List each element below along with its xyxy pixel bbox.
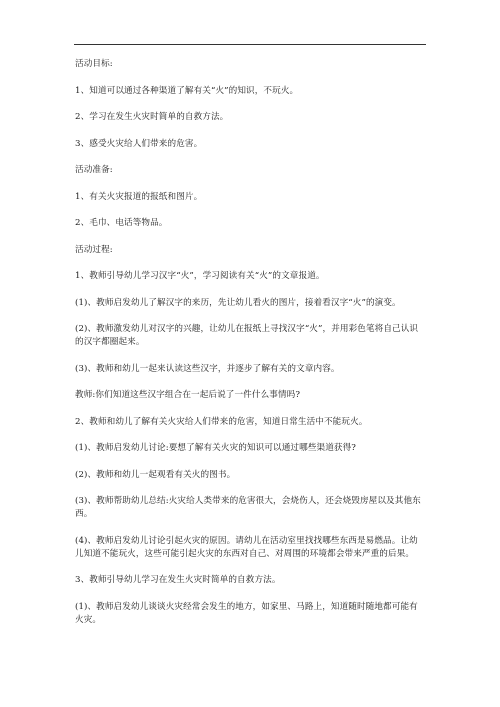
goal-item: 1、知道可以通过各种渠道了解有关“火”的知识，不玩火。 [75, 85, 299, 96]
preparation-item: 1、有关火灾报道的报纸和图片。 [75, 191, 203, 202]
section-heading-preparation: 活动准备: [75, 165, 113, 175]
process-step: 3、教师引导幼儿学习在发生火灾时简单的自救方法。 [75, 575, 281, 585]
process-substep: (1)、教师启发幼儿了解汉字的来历，先让幼儿看火的图片，接着看汉字“火”的演变。 [75, 297, 401, 308]
process-substep: (2)、教师激发幼儿对汉字的兴趣，让幼儿在报纸上寻找汉字“火”，并用彩色笔将自己认识的汉字都圈起来。 [75, 324, 419, 347]
header-rule [74, 44, 426, 45]
process-substep: (1)、教师启发幼儿讨论:要想了解有关火灾的知识可以通过哪些渠道获得? [75, 443, 356, 453]
goal-item: 2、学习在发生火灾时简单的自救方法。 [75, 112, 229, 122]
section-heading-process: 活动过程: [75, 244, 113, 255]
process-substep: (3)、教师帮助幼儿总结:火灾给人类带来的危害很大，会烧伤人，还会烧毁房屋以及其他东西。 [75, 496, 421, 519]
section-heading-goals: 活动目标: [75, 59, 113, 69]
teacher-question: 教师:你们知道这些汉字组合在一起后说了一件什么事情吗? [75, 390, 301, 400]
process-step: 2、教师和幼儿了解有关火灾给人们带来的危害，知道日常生活中不能玩火。 [75, 416, 368, 427]
process-step: 1、教师引导幼儿学习汉字“火”，学习阅读有关“火”的文章报道。 [75, 271, 325, 281]
process-substep: (2)、教师和幼儿一起观看有关火的图书。 [75, 469, 236, 480]
process-substep: (1)、教师启发幼儿谈谈火灾经常会发生的地方，如家里、马路上，知道随时随地都可能有火灾。 [75, 601, 418, 625]
process-substep: (3)、教师和幼儿一起来认读这些汉字，并逐步了解有关的文章内容。 [75, 363, 340, 374]
document-body [75, 58, 425, 640]
process-substep: (4)、教师启发幼儿讨论引起火灾的原因。请幼儿在活动室里找找哪些东西是易燃品。让幼儿知道不能玩火，这些可能引起火灾的东西对自己、对周围的环境都会带来严重的后果。 [75, 535, 418, 559]
preparation-item: 2、毛巾、电话等物品。 [75, 218, 168, 228]
goal-item: 3、感受火灾给人们带来的危害。 [75, 138, 203, 149]
